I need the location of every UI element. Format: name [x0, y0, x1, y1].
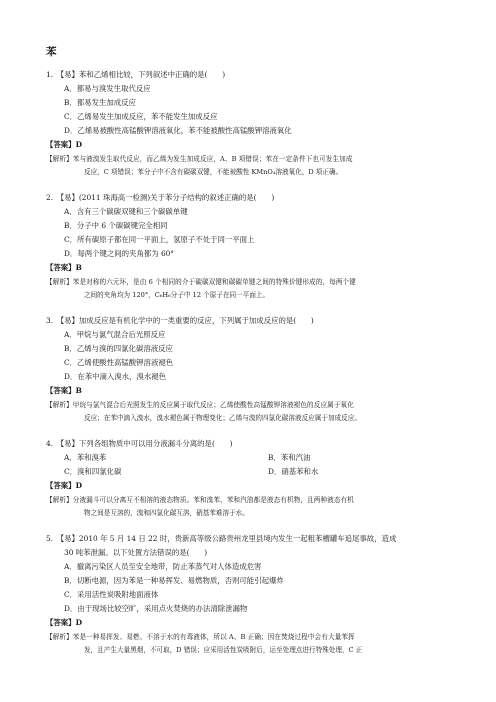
question-2-option-c: C．所有碳原子都在同一平面上，氢原子不处于同一平面上 [64, 235, 255, 244]
question-4-stem: 4. 【易】下列各组物质中可以用分液漏斗分离的是( ) [46, 439, 233, 448]
question-1-option-b: B．都易发生加成反应 [64, 98, 136, 107]
question-2-answer: 【答案】B [46, 263, 82, 272]
question-3-option-b: B．乙烯与溴的四氯化碳溶液反应 [64, 344, 173, 353]
question-3-option-d: D．在苯中滴入溴水，溴水褪色 [64, 372, 167, 381]
question-5-stem-line-1: 5. 【易】2010 年 5 月 14 日 22 时，贵新高等级公路贵州龙里县境内发生一起粗苯槽罐车追尾事故，造成 [46, 534, 397, 543]
question-5-answer: 【答案】D [46, 618, 82, 627]
question-3-option-a: A．甲烷与氯气混合后光照反应 [64, 330, 166, 339]
question-5-stem-line-2: 30 吨苯泄漏。以下处置方法错误的是( ) [64, 548, 208, 557]
question-1-option-d: D．乙烯易被酸性高锰酸钾溶液氧化，苯不能被酸性高锰酸钾溶液氧化 [64, 126, 292, 135]
page-title: 苯 [46, 46, 57, 58]
question-4-answer: 【答案】D [46, 481, 82, 490]
question-4-option-c: C．溴和四氯化碳 [64, 467, 122, 476]
question-4-option-d: D．硝基苯和水 [268, 467, 319, 476]
question-1-answer: 【答案】D [46, 140, 82, 149]
question-1-explanation-line-1: 【解析】苯与液溴发生取代反应，而乙烯为发生加成反应，A、B 项错误；苯在一定条件下也可发生加成 [46, 155, 353, 163]
question-5-option-b: B．切断电源，因为苯是一种易挥发、易燃物质，否则可能引起爆炸 [64, 576, 284, 585]
question-4-explanation-line-1: 【解析】分液漏斗可以分离互不相溶的液态物质。苯和溴苯、苯和汽油都是液态有机物，且两种液态有机 [46, 496, 354, 504]
question-5-explanation-line-2: 发，且产生大量黑烟，不可取，D 错误；应采用活性炭吸附后，运至处理点进行特殊处理，C 正 [84, 646, 363, 654]
question-2-option-a: A．含有三个碳碳双键和三个碳碳单键 [64, 207, 188, 216]
question-1-explanation-line-2: 反应，C 项错误；苯分子中不含有碳碳双键，不能被酸性 KMnO₄溶液氧化，D 项正确。 [84, 168, 343, 176]
question-4-explanation-line-2: 物之间是互溶的，溴和四氯化碳互溶，硝基苯难溶于水。 [84, 509, 249, 517]
question-5-option-a: A．撤离污染区人员至安全地带，防止苯蒸气对人体造成危害 [64, 562, 262, 571]
question-1-option-c: C．乙烯易发生加成反应，苯不能发生加成反应 [64, 112, 218, 121]
question-4-option-b: B．苯和汽油 [268, 453, 311, 462]
question-5-explanation-line-1: 【解析】苯是一种易挥发、易燃、不溶于水的有毒液体，所以 A、B 正确；因在焚烧过程中会有大量苯挥 [46, 633, 355, 641]
question-2-explanation-line-1: 【解析】苯是对称的六元环，是由 6 个相同的介于碳碳双键和碳碳单键之间的特殊价键形成的，每两个键 [46, 278, 356, 286]
question-4-option-a: A．苯和溴苯 [64, 453, 107, 462]
question-3-option-c: C．乙烯使酸性高锰酸钾溶液褪色 [64, 358, 174, 367]
question-2-option-b: B．分子中 6 个碳碳键完全相同 [64, 221, 168, 230]
question-5-option-d: D．由于现场比较空旷，采用点火焚烧的办法清除泄漏物 [64, 604, 248, 613]
question-3-explanation-line-1: 【解析】甲烷与氯气混合后光照发生的反应属于取代反应；乙烯使酸性高锰酸钾溶液褪色的反应属于氧化 [46, 401, 354, 409]
question-5-option-c: C．采用活性炭吸附地面液体 [64, 590, 159, 599]
question-1-option-a: A．都易与溴发生取代反应 [64, 84, 151, 93]
question-3-answer: 【答案】B [46, 386, 82, 395]
question-2-stem: 2. 【易】(2011 珠海高一检测)关于苯分子结构的叙述正确的是( ) [46, 193, 275, 202]
question-3-explanation-line-2: 反应；在苯中滴入溴水，溴水褪色属于物理变化；乙烯与溴的四氯化碳溶液反应属于加成反应。 [84, 414, 361, 422]
question-1-stem: 1. 【易】苯和乙烯相比较，下列叙述中正确的是( ) [46, 70, 226, 79]
question-2-explanation-line-2: 之间的夹角均为 120°，C₆H₆分子中 12 个原子在同一平面上。 [84, 291, 270, 299]
question-3-stem: 3. 【易】加成反应是有机化学中的一类重要的反应，下列属于加成反应的是( ) [46, 316, 314, 325]
question-2-option-d: D．每两个键之间的夹角都为 60° [64, 249, 175, 258]
